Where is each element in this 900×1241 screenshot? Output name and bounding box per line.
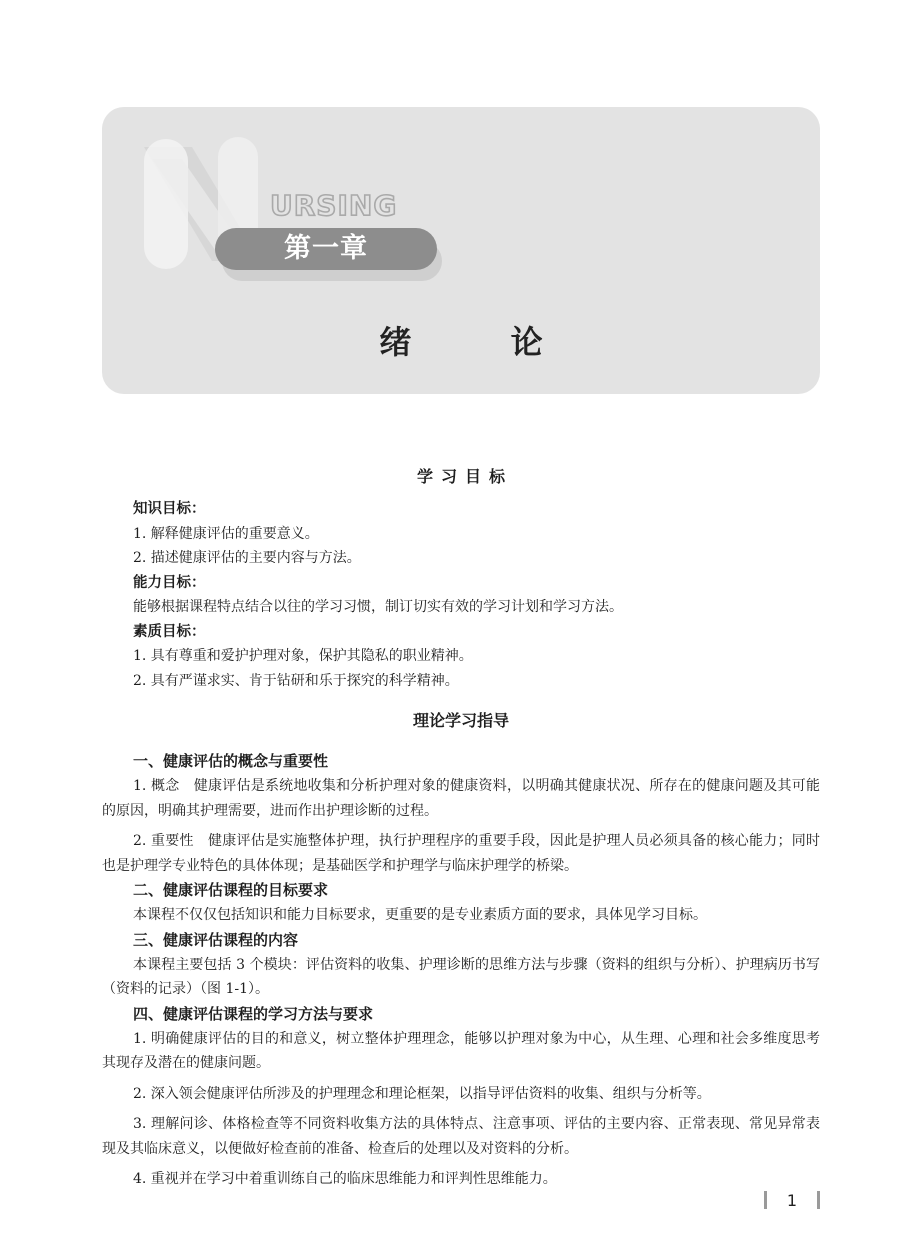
section-paragraph: 3. 理解问诊、体格检查等不同资料收集方法的具体特点、注意事项、评估的主要内容、正常表现、常见异常表现及其临床意义，以便做好检查前的准备、检查后的处理以及对资料的分析。 [102, 1116, 820, 1157]
section-title: 二、健康评估课程的目标要求 [133, 881, 329, 899]
page-divider-right [817, 1191, 820, 1209]
section-paragraph: 2. 深入领会健康评估所涉及的护理理念和理论框架，以指导评估资料的收集、组织与分析等。 [133, 1085, 711, 1102]
objectives-heading: 学习目标 [416, 467, 513, 486]
quality-item: 2. 具有严谨求实、肯于钻研和乐于探究的科学精神。 [133, 672, 459, 689]
quality-item: 1. 具有尊重和爱护护理对象，保护其隐私的职业精神。 [133, 648, 473, 664]
section-paragraph: 4. 重视并在学习中着重训练自己的临床思维能力和评判性思维能力。 [133, 1171, 557, 1187]
page-number-footer [764, 1188, 820, 1212]
section-paragraph: 1. 明确健康评估的目的和意义，树立整体护理理念，能够以护理对象为中心，从生理、心理和社会多维度思考其现存及潜在的健康问题。 [102, 1030, 820, 1071]
section-title: 一、健康评估的概念与重要性 [133, 752, 329, 770]
section-paragraph: 本课程不仅仅包括知识和能力目标要求，更重要的是专业素质方面的要求，具体见学习目标。 [133, 907, 707, 923]
section-paragraph: 1. 概念 健康评估是系统地收集和分析护理对象的健康资料，以明确其健康状况、所存在的健康问题及其可能的原因，明确其护理需要，进而作出护理诊断的过程。 [102, 778, 820, 819]
ability-item: 能够根据课程特点结合以往的学习习惯，制订切实有效的学习计划和学习方法。 [133, 599, 623, 615]
chapter-banner [102, 107, 820, 394]
knowledge-objectives-label: 知识目标： [133, 501, 206, 517]
ability-objectives-label: 能力目标： [133, 574, 206, 591]
section-title: 四、健康评估课程的学习方法与要求 [133, 1004, 374, 1023]
knowledge-item: 2. 描述健康评估的主要内容与方法。 [133, 550, 361, 566]
guide-heading: 理论学习指导 [412, 711, 509, 730]
page-divider-left [764, 1191, 767, 1209]
ursing-logo-text: URSING [270, 189, 398, 222]
page-number: 1 [786, 1190, 798, 1210]
page-content [102, 463, 820, 1192]
chapter-label: 第一章 [284, 233, 368, 264]
section-paragraph: 本课程主要包括 3 个模块：评估资料的收集、护理诊断的思维方法与步骤（资料的组织与分析）、护理病历书写（资料的记录）（图 1-1）。 [102, 956, 820, 997]
chapter-title: 绪 论 [379, 323, 587, 361]
section-title: 三、健康评估课程的内容 [133, 930, 299, 949]
quality-objectives-label: 素质目标： [133, 623, 206, 640]
knowledge-item: 1. 解释健康评估的重要意义。 [133, 525, 319, 542]
section-paragraph: 2. 重要性 健康评估是实施整体护理，执行护理程序的重要手段，因此是护理人员必须具备的核心能力；同时也是护理学专业特色的具体体现；是基础医学和护理学与临床护理学的桥梁。 [102, 833, 820, 874]
